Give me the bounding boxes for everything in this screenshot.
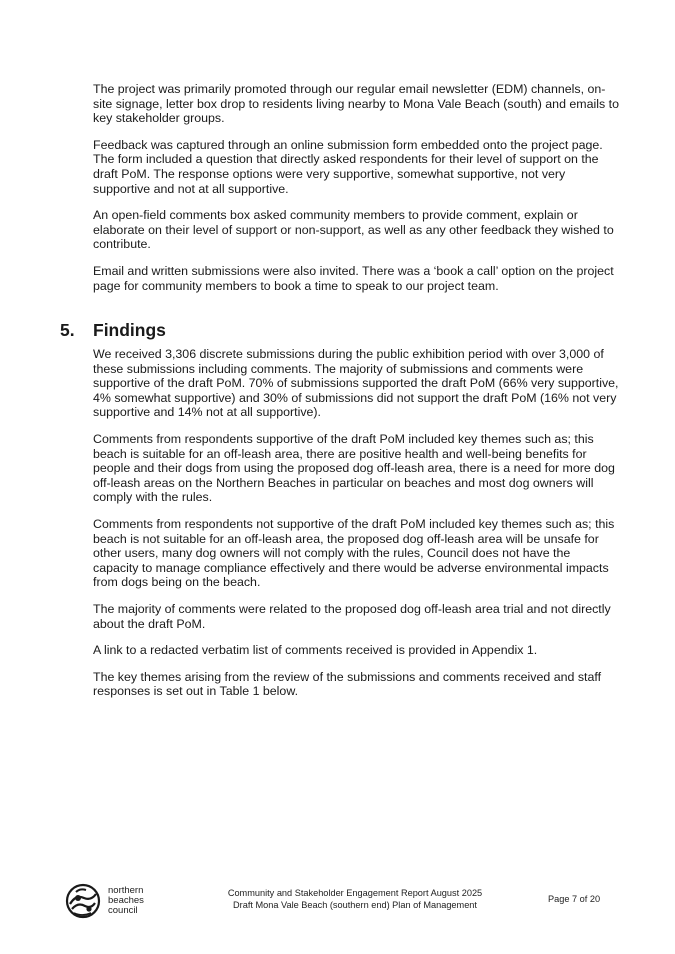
intro-paragraph-comments-box: An open-field comments box asked community members to provide comment, explain or elaborate on their level of support or non-support, as well as any other feedback they wished to contribute. [93,208,614,252]
logo-line-northern: northern [108,885,144,896]
findings-paragraph-supportive-themes: Comments from respondents supportive of the draft PoM included key themes such as; this beach is suitable for an off-leash area, there are positive health and well-being benefits for people and their dogs from using the proposed dog off-leash area, there is a need for more dog off-leash areas on the Northern Beaches in particular on beaches and most dog owners will comply with the rules. [93,431,615,505]
page-number: Page 7 of 20 [548,894,601,904]
findings-paragraph-appendix-link: A link to a redacted verbatim list of comments received is provided in Appendix 1. [93,643,538,658]
section-body [93,347,619,699]
intro-paragraph-feedback-form: Feedback was captured through an online submission form embedded onto the project page. The form included a question that directly asked respondents for their level of support on the draft PoM. The response options were very supportive, somewhat supportive, not very supportive and not at all supportive. [93,137,603,196]
findings-section [60,320,620,711]
logo-line-council: council [108,905,138,916]
page-footer [0,878,675,928]
findings-paragraph-submissions: We received 3,306 discrete submissions during the public exhibition period with over 3,000 of these submissions including comments. The majority of submissions and comments were supportive of the draft PoM. 70% of submissions supported the draft PoM (66% very supportive, 4% somewhat supportive) and 30% of submissions did not support the draft PoM (16% not very supportive and 14% not at all supportive). [93,347,619,420]
council-logo [64,882,184,922]
footer-document-title [200,888,510,911]
intro-paragraph-email-submissions: Email and written submissions were also invited. There was a ‘book a call’ option on the project page for community members to book a time to speak to our project team. [93,263,614,293]
council-logo-icon [64,882,102,920]
section-number: 5. [60,320,75,340]
findings-paragraph-non-supportive-themes: Comments from respondents not supportive of the draft PoM included key themes such as; this beach is not suitable for an off-leash area, the proposed dog off-leash area will be unsafe for other users, many dog owners will not comply with the rules, Council does not have the capacity to manage compliance effectively and there would be adverse environmental impacts from dogs being on the beach. [93,516,615,590]
footer-report-title: Community and Stakeholder Engagement Report August 2025 [227,888,483,898]
council-logo-wordmark [108,886,144,916]
footer-plan-title: Draft Mona Vale Beach (southern end) Plan of Management [233,899,477,910]
intro-paragraph-promotion: The project was primarily promoted through our regular email newsletter (EDM) channels, on-site signage, letter box drop to residents living nearby to Mona Vale Beach (south) and emails to key stakeholder groups. [93,82,619,126]
section-title: Findings [93,320,166,340]
section-heading [60,320,620,341]
logo-line-beaches: beaches [108,895,144,906]
intro-text-block [93,82,619,305]
findings-paragraph-key-themes: The key themes arising from the review of the submissions and comments received and staff responses is set out in Table 1 below. [93,669,602,699]
findings-paragraph-majority-comments: The majority of comments were related to the proposed dog off-leash area trial and not directly about the draft PoM. [93,601,611,631]
